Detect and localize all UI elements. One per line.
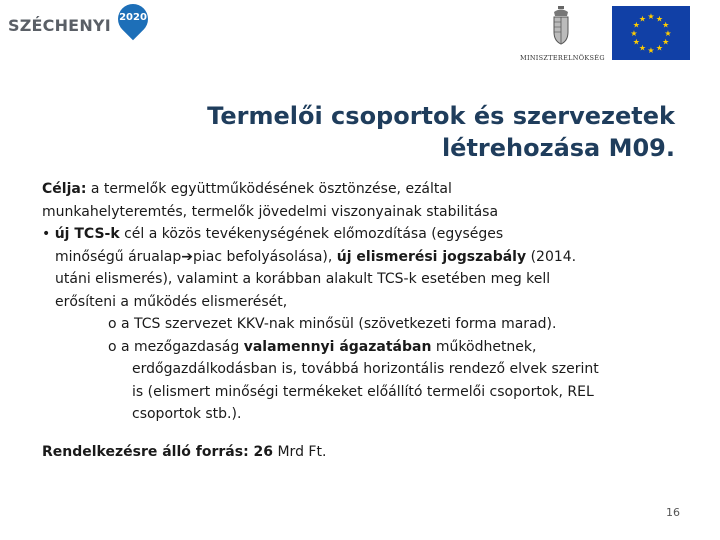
eu-star-icon: ★: [632, 37, 640, 47]
sub-item-sectors-text-4: is (elismert minőségi termékeket előállító termelői csoportok, REL: [132, 383, 594, 400]
szechenyi-logo-year: 2020: [119, 12, 147, 23]
szechenyi-2020-logo: [8, 2, 158, 46]
sub-item-sectors-bold: valamennyi ágazatában: [243, 338, 432, 355]
slide-body: [42, 178, 682, 426]
eu-star-icon: ★: [638, 43, 647, 53]
sub-item-sectors-text-3: erdőgazdálkodásban is, továbbá horizontális rendező elvek szerint: [132, 361, 599, 377]
eu-star-icon: ★: [655, 43, 664, 53]
eu-stars: [612, 6, 690, 60]
sub-item-sectors-text-5: csoportok stb.).: [132, 406, 242, 422]
eu-star-icon: ★: [664, 29, 672, 38]
ministry-logo: [520, 6, 604, 72]
bullet-bold-new-regulation: új elismerési jogszabály: [336, 248, 527, 265]
bullet-marker: •: [42, 226, 51, 242]
resource-unit: Mrd Ft.: [273, 444, 327, 460]
eu-star-icon: ★: [638, 14, 647, 24]
eu-flag-icon: [612, 6, 690, 60]
sub-item-sectors-continued: [42, 358, 682, 426]
sub-item-sectors-text-2: működhetnek,: [431, 338, 537, 355]
resource-line: [42, 441, 326, 463]
goal-text-1: a termelők együttműködésének ösztönzése, ezáltal: [86, 181, 452, 197]
bullet-text-2: minőségű árualap: [55, 248, 182, 265]
bullet-text-1: cél a közös tevékenységének előmozdítása (egységes: [119, 226, 504, 242]
page-title: [115, 100, 675, 164]
bullet-new-tcs: [42, 223, 682, 313]
eu-star-icon: ★: [632, 20, 640, 30]
sub-item-sectors: [42, 336, 682, 359]
goal-paragraph: [42, 178, 682, 223]
eu-star-icon: ★: [647, 46, 655, 55]
title-line-2: létrehozása M09.: [441, 134, 675, 162]
bullet-text-3: piac befolyásolása),: [192, 248, 337, 265]
eu-star-icon: ★: [662, 20, 670, 30]
resource-label: Rendelkezésre álló forrás:: [42, 444, 249, 460]
eu-star-icon: ★: [662, 37, 670, 47]
bullet-bold-new-tcs: új TCS-k: [54, 226, 120, 242]
eu-star-icon: ★: [647, 12, 655, 21]
goal-label: Célja:: [42, 181, 87, 197]
title-line-1: Termelői csoportok és szervezetek: [207, 102, 675, 130]
ministry-name: MINISZTERELNÖKSÉG: [520, 54, 605, 62]
szechenyi-logo-word: SZÉCHENYI: [8, 16, 111, 35]
eu-star-icon: ★: [655, 14, 664, 24]
arrow-right-icon: ➔: [181, 248, 193, 265]
resource-amount: 26: [248, 444, 274, 460]
bullet-text-4: (2014.: [526, 248, 577, 265]
goal-text-2: munkahelyteremtés, termelők jövedelmi viszonyainak stabilitása: [42, 203, 499, 220]
sub-item-sectors-text-1: o a mezőgazdaság: [108, 338, 244, 355]
coat-of-arms-icon: [550, 6, 572, 46]
bullet-text-5: utáni elismerés), valamint a korábban alakult TCS-k esetében meg kell: [55, 271, 551, 287]
sub-item-kkv-text: o a TCS szervezet KKV-nak minősül (szövetkezeti forma marad).: [108, 316, 557, 332]
page-number: 16: [666, 506, 680, 519]
sub-item-kkv: [42, 313, 682, 336]
bullet-text-6: erősíteni a működés elismerését,: [55, 293, 288, 310]
eu-star-icon: ★: [630, 29, 638, 38]
